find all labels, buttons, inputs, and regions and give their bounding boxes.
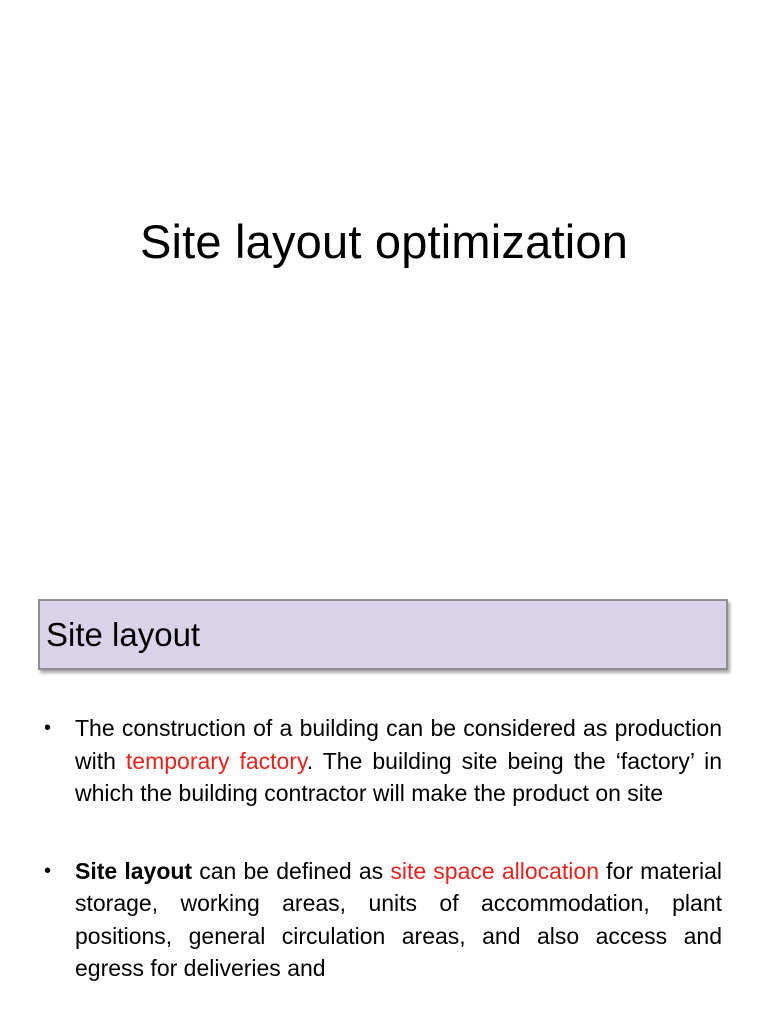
bullet-item-site-layout	[40, 855, 722, 985]
bullet-icon: •	[44, 717, 52, 739]
bullet-text: can be defined as	[192, 857, 391, 884]
bullet-item-construction	[40, 712, 722, 810]
bullet-text: The construction of a building can be considered as production with	[75, 715, 722, 774]
content-slide	[0, 576, 768, 1024]
bullet-text: for material storage, working areas, units of accommodation, plant positions, general circulation areas, and also access and egress for deliveries and	[75, 857, 722, 981]
heading-box	[38, 599, 728, 670]
slide-heading: Site layout	[46, 616, 201, 653]
bullet-list	[40, 712, 722, 1024]
bullet-icon: •	[44, 859, 52, 882]
slide-title: Site layout optimization	[139, 215, 629, 268]
highlight-text: site space allocation	[390, 857, 600, 884]
highlight-text: temporary factory	[125, 747, 307, 774]
bold-term: Site layout	[75, 857, 193, 884]
bullet-text: . The building site being the ‘factory’ in which the building contractor will make the product on site	[75, 747, 722, 806]
